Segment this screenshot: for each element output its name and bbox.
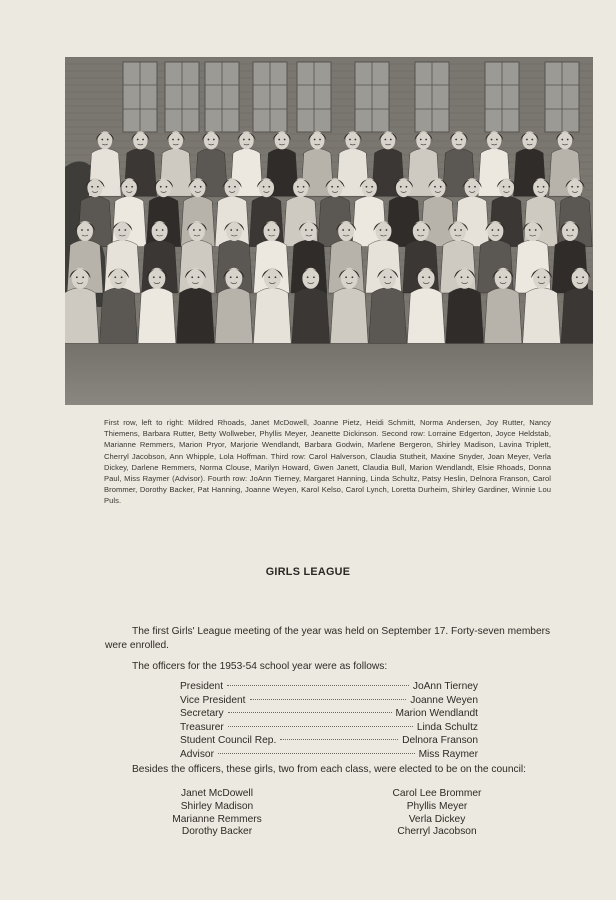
leader-dots <box>250 699 407 700</box>
section-title: GIRLS LEAGUE <box>265 566 351 578</box>
leader-dots <box>228 726 413 727</box>
council-member: Carol Lee Brommer <box>392 788 482 799</box>
officer-role: President <box>180 681 224 692</box>
officers-list <box>180 681 478 763</box>
officer-name: Linda Schultz <box>416 721 478 733</box>
council-member: Shirley Madison <box>180 800 254 812</box>
officer-name: Miss Raymer <box>418 748 478 760</box>
officer-role: Treasurer <box>180 721 224 733</box>
officer-role: Vice President <box>180 694 246 706</box>
officer-row <box>180 749 478 763</box>
officer-row <box>180 681 478 695</box>
photo-illustration <box>65 57 593 405</box>
officer-name: Marion Wendlandt <box>395 708 478 720</box>
officer-name: JoAnn Tierney <box>412 681 478 692</box>
council-member: Phyllis Meyer <box>406 800 468 812</box>
council-intro: Besides the officers, these girls, two from each class, were elected to be on the council: <box>132 764 526 775</box>
officer-row <box>180 708 478 722</box>
officer-row <box>180 722 478 736</box>
officer-name: Joanne Weyen <box>410 694 478 706</box>
officer-row <box>180 735 478 749</box>
officer-row <box>180 695 478 709</box>
officer-role: Secretary <box>180 708 224 720</box>
leader-dots <box>227 685 409 686</box>
officers-intro: The officers for the 1953-54 school year were as follows: <box>132 661 388 672</box>
leader-dots <box>218 753 415 754</box>
council-list-right <box>372 788 502 839</box>
council-member: Marianne Remmers <box>172 813 262 825</box>
council-member: Cherryl Jacobson <box>397 826 477 838</box>
officer-role: Student Council Rep. <box>180 735 277 747</box>
council-member: Verla Dickey <box>408 813 466 825</box>
intro-paragraph: The first Girls' League meeting of the year was held on September 17. Forty-seven members were enrolled. <box>105 626 551 651</box>
officer-name: Delnora Franson <box>402 735 478 747</box>
group-photo <box>65 57 593 405</box>
leader-dots <box>228 712 392 713</box>
officer-role: Advisor <box>180 748 214 760</box>
council-list-left <box>152 788 282 839</box>
leader-dots <box>280 739 398 740</box>
photo-caption: First row, left to right: Mildred Rhoads, Janet McDowell, Joanne Pietz, Heidi Schmitt, Norma Andersen, Joy Rutter, Nancy Thiemens, Barbara Rutter, Betty Wollweber, Phyllis Meyer, Jeanette Dickinson. Second row: Lorraine Edgerton, Joyce Heldstab, Marianne Remmers, Marion Pryor, Marjorie Wendlandt, Barbara Godwin, Marlene Bergeron, Shirley Madison, Lavina Triplett, Cherryl Jacobson, Ann Whipple, Lola Hoffman. Third row: Carol Halverson, Claudia Stutheit, Maxine Snyder, Joan Meyer, Verla Dickey, Darlene Remmers, Norma Clouse, Marilyn Howard, Gwen Janett, Claudia Bull, Marion Wendlandt, Elsie Rhoads, Donna Paul, Miss Raymer (Advisor). Fourth row: JoAnn Tierney, Margaret Hanning, Linda Schultz, Patsy Heslin, Delnora Franson, Carol Brommer, Dorothy Backer, Pat Hanning, Joanne Weyen, Karol Kelso, Carol Lynch, Loretta Durheim, Shirley Gardiner, Winnie Lou Puls. <box>104 418 551 506</box>
council-member: Janet McDowell <box>181 788 253 799</box>
council-member: Dorothy Backer <box>181 826 253 838</box>
